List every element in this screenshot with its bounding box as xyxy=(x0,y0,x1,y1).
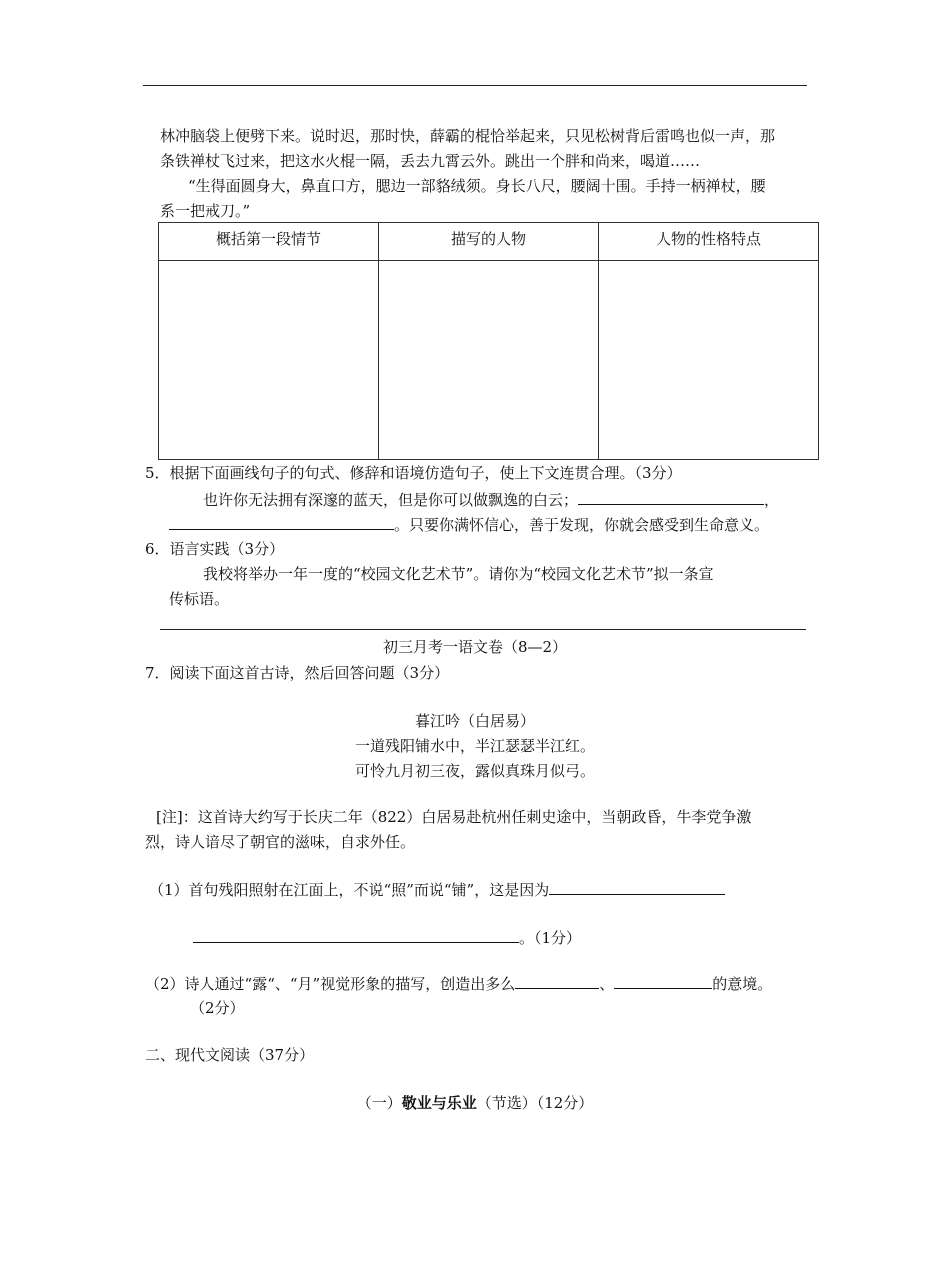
subheading-prefix: （一） xyxy=(356,1094,402,1112)
q7-sub1-cont xyxy=(193,926,581,949)
passage-line-3: “生得面圆身大，鼻直口方，腮边一部貉绒须。身长八尺，腰阔十围。手持一柄禅杖，腰 xyxy=(188,177,766,195)
q7-stem: 7．阅读下面这首古诗，然后回答问题（3分） xyxy=(145,664,450,682)
q7-sub2-sep: 、 xyxy=(599,975,615,993)
table-cell-plot[interactable] xyxy=(159,261,379,460)
poem-note-1: [注]：这首诗大约写于长庆二年（822）白居易赴杭州任刺史途中，当朝政昏，牛李党争激 xyxy=(156,808,752,826)
poem-line-2: 可怜九月初三夜，露似真珠月似弓。 xyxy=(354,762,595,780)
q6-line-2: 传标语。 xyxy=(169,590,230,608)
top-rule xyxy=(143,85,807,86)
section2-subheading xyxy=(0,1092,950,1114)
q5-line-1 xyxy=(203,488,779,511)
subheading-suffix: （节选）（12分） xyxy=(476,1094,594,1112)
passage-line-4: 系一把戒刀。” xyxy=(160,202,251,220)
poem-line-1: 一道残阳铺水中，半江瑟瑟半江红。 xyxy=(354,737,595,755)
q7-sub2 xyxy=(145,972,772,995)
table-cell-character[interactable] xyxy=(379,261,599,460)
q5-comma: ， xyxy=(764,491,780,509)
footer-rule xyxy=(160,629,806,630)
q5-stem: 5．根据下面画线句子的句式、修辞和语境仿造句子，使上下文连贯合理。（3分） xyxy=(145,464,682,482)
q5-blank-1[interactable] xyxy=(578,488,764,505)
q5-blank-2[interactable] xyxy=(169,513,394,530)
q7-sub2-score: （2分） xyxy=(190,999,245,1017)
poem-title: 暮江吟（白居易） xyxy=(414,712,535,730)
table-header-traits: 人物的性格特点 xyxy=(599,223,819,261)
q5-text-a: 也许你无法拥有深邃的蓝天，但是你可以做飘逸的白云； xyxy=(203,491,579,509)
q5-line-2 xyxy=(169,513,769,536)
answer-table xyxy=(158,222,819,460)
q5-text-b: 。只要你满怀信心，善于发现，你就会感受到生命意义。 xyxy=(394,516,770,534)
table-cell-traits[interactable] xyxy=(599,261,819,460)
poem-note-2: 烈，诗人谙尽了朝官的滋味，自求外任。 xyxy=(145,833,416,851)
passage-line-2: 条铁禅杖飞过来，把这水火棍一隔，丢去九霄云外。跳出一个胖和尚来，喝道…… xyxy=(160,152,701,170)
page-footer: 初三月考一语文卷（8—2） xyxy=(382,638,568,656)
q7-sub2-text-b: 的意境。 xyxy=(712,975,773,993)
table-header-plot: 概括第一段情节 xyxy=(159,223,379,261)
q7-sub1-end: 。（1分） xyxy=(519,929,582,947)
q7-sub2-text-a: （2）诗人通过“露“、“月”视觉形象的描写，创造出多么 xyxy=(145,975,516,993)
q7-sub2-blank-1[interactable] xyxy=(515,972,599,989)
q7-sub2-blank-2[interactable] xyxy=(614,972,712,989)
passage-line-1: 林冲脑袋上便劈下来。说时迟，那时快，薛霸的棍恰举起来，只见松树背后雷鸣也似一声，那 xyxy=(160,127,776,145)
subheading-title: 敬业与乐业 xyxy=(401,1094,477,1112)
section2-heading: 二、现代文阅读（37分） xyxy=(145,1046,315,1064)
q6-stem: 6．语言实践（3分） xyxy=(145,540,285,558)
q7-sub1-blank-1[interactable] xyxy=(549,878,725,895)
table-header-character: 描写的人物 xyxy=(379,223,599,261)
q7-sub1-text: （1）首句残阳照射在江面上，不说“照”而说“铺”，这是因为 xyxy=(149,881,550,899)
q7-sub1-blank-2[interactable] xyxy=(193,926,519,943)
q7-sub1 xyxy=(149,878,725,901)
q6-line-1: 我校将举办一年一度的“校园文化艺术节”。请你为“校园文化艺术节”拟一条宣 xyxy=(203,565,714,583)
